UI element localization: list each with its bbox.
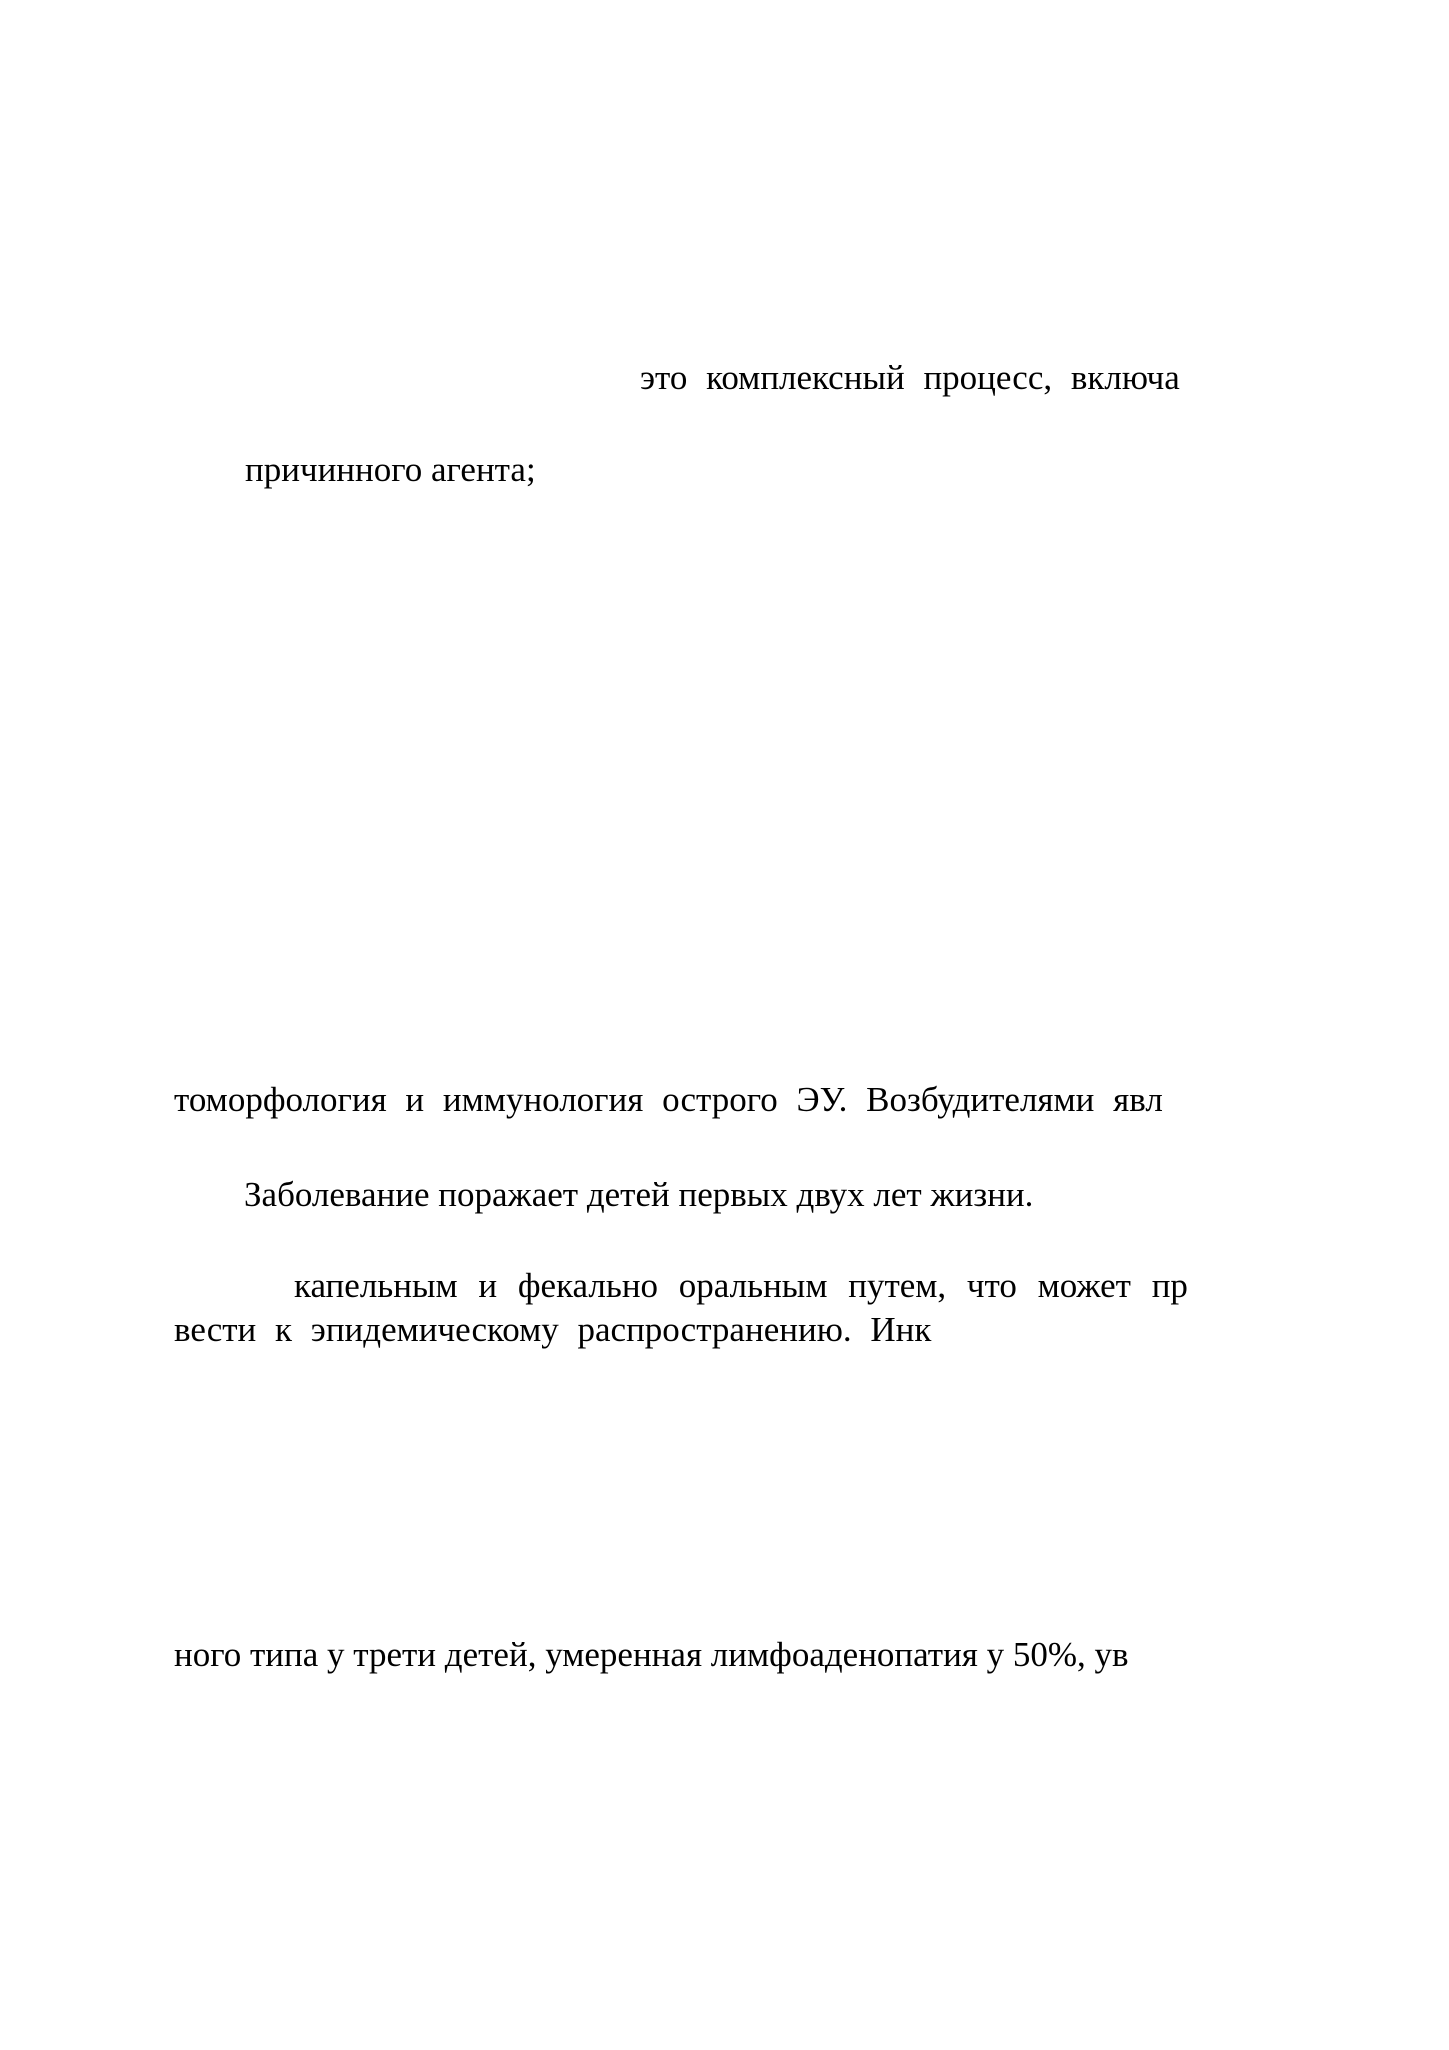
text-line: ного типа у трети детей, умеренная лимфоаденопатия у 50%, ув <box>174 1635 1129 1674</box>
text-line: Заболевание поражает детей первых двух лет жизни. <box>244 1175 1034 1214</box>
text-line: капельным и фекально оральным путем, что может пр <box>294 1266 1188 1305</box>
text-line: причинного агента; <box>245 450 536 489</box>
text-line: вести к эпидемическому распространению. Инк <box>174 1310 932 1349</box>
text-line: томорфология и иммунология острого ЭУ. Возбудителями явл <box>174 1080 1163 1119</box>
text-line: это комплексный процесс, включа <box>640 358 1180 397</box>
